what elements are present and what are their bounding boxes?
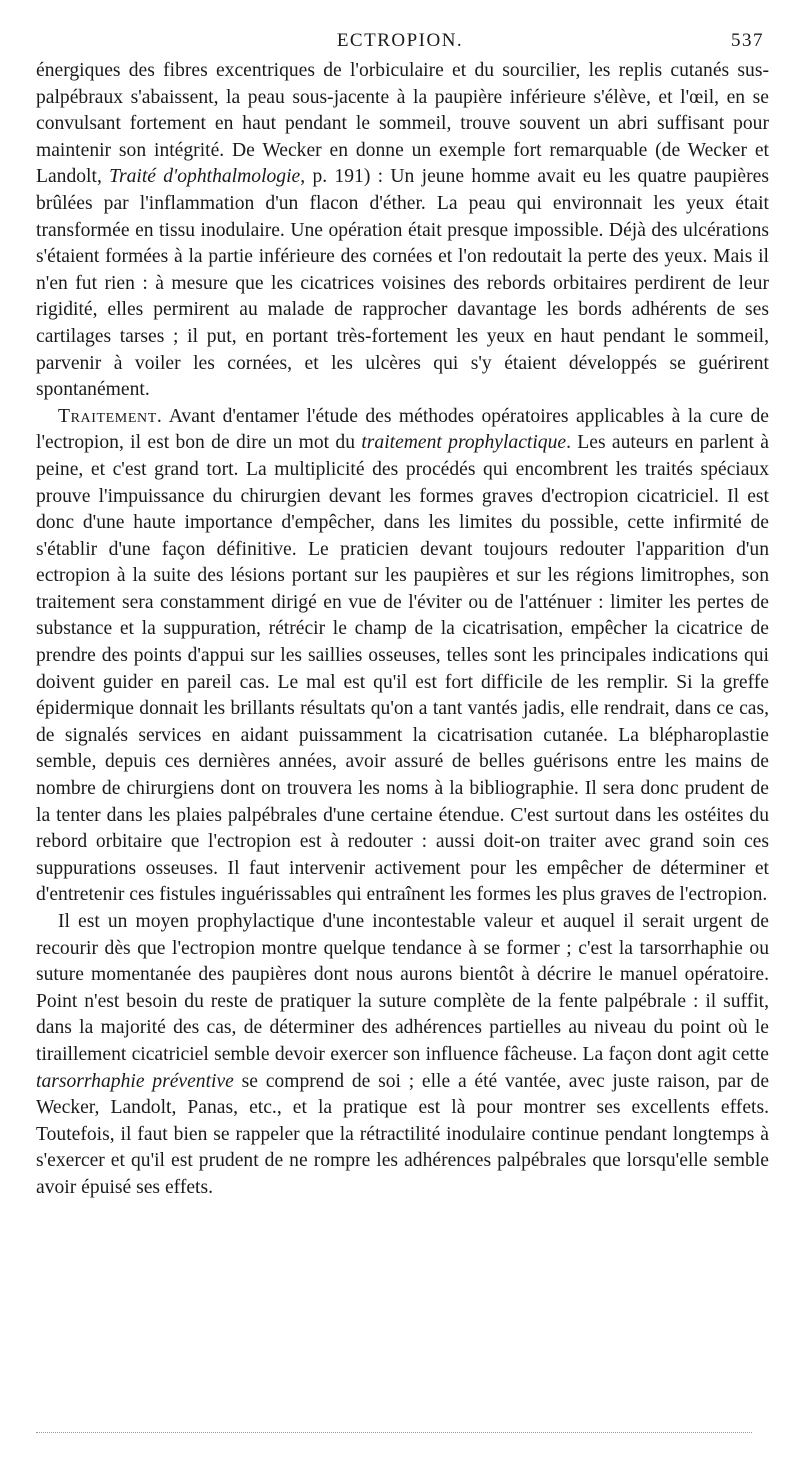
- footer-rule: [36, 1432, 752, 1433]
- running-title: ECTROPION.: [336, 30, 464, 51]
- text-run: , p. 191) : Un jeune homme avait eu les quatre paupières brûlées par l'inflammation d'un flacon d'éther. La peau qui environnait les yeux était transformée en tissu inodulaire. Une opération était presque impossible. Déjà des ulcérations s'étaient formées à la partie inférieure des cornées et l'on redoutait la perte des yeux. Mais il n'en fut rien : à mesure que les cicatrices voisines des rebords orbitaires perdirent de leur rigidité, elles permirent au malade de rapprocher davantage les bords adhérents de ses cartilages tarses ; il put, en portant très-fortement les yeux en haut pendant le sommeil, parvenir à voiler les cornées, et les ulcères qui s'y étaient développés se guérirent spontanément.: [36, 166, 769, 401]
- italic-text: tarsorrhaphie préventive: [36, 1070, 234, 1092]
- italic-text: Traité d'ophthalmologie: [109, 166, 301, 188]
- paragraph-1: [36, 58, 769, 404]
- paragraph-3: [36, 909, 769, 1202]
- page-number: 537: [731, 30, 764, 51]
- text-run: . Les auteurs en parlent à peine, et c'est grand tort. La multiplicité des procédés qui encombrent les traités spéciaux prouve l'impuissance du chirurgien devant les formes graves d'ectropion cicatriciel. Il est donc d'une haute importance d'empêcher, dans les limites du possible, cette infirmité de s'établir d'une façon définitive. Le praticien devant toujours redouter l'apparition d'un ectropion à la suite des lésions portant sur les paupières et sur les régions limitrophes, son traitement sera constamment dirigé en vue de l'éviter ou de l'atténuer : limiter les pertes de substance et la suppuration, rétrécir le champ de la cicatrisation, empêcher la cicatrice de prendre des points d'appui sur les saillies osseuses, telles sont les principales indications qui doivent guider en pareil cas. Le mal est qu'il est fort difficile de les remplir. Si la greffe épidermique donnait les brillants résultats qu'on a tant vantés jadis, elle rendrait, dans ce cas, de signalés services en aidant puissamment la cicatrisation cutanée. La blépharoplastie semble, depuis ces dernières années, avoir assuré de belles guérisons entre les mains de nombre de chirurgiens dont on trouvera les noms à la bibliographie. Il sera donc prudent de la tenter dans les plaies palpébrales d'une certaine étendue. C'est surtout dans les ostéites du rebord orbitaire que l'ectropion est à redouter : aussi doit-on traiter avec grand soin ces suppurations osseuses. Il faut intervenir activement pour les empêcher de déterminer et d'entretenir ces fistules inguérissables qui entraînent les formes les plus graves de l'ectropion.: [36, 432, 769, 906]
- body-text: [36, 58, 769, 1202]
- text-run: énergiques des fibres excentriques de l'orbiculaire et du sourcilier, les replis cutanés sus-palpébraux s'abaissent, la peau sous-jacente à la paupière inférieure s'élève, et l'œil, en se convulsant fortement en haut pendant le sommeil, trouve souvent un abri suffisant pour maintenir son intégrité. De Wecker en donne un exemple fort remarquable (de Wecker et Landolt,: [36, 60, 769, 188]
- text-run: se comprend de soi ; elle a été vantée, avec juste raison, par de Wecker, Landolt, Panas, etc., et la pratique est là pour montrer ses excellents effets. Toutefois, il faut bien se rappeler que la rétractilité inodulaire continue pendant longtemps à s'exercer et qu'il est prudent de ne rompre les adhérences palpébrales que lorsqu'elle semble avoir épuisé ses effets.: [36, 1070, 770, 1198]
- italic-text: traitement prophylactique: [361, 432, 567, 454]
- section-heading: Traitement.: [58, 405, 163, 427]
- text-run: Avant d'entamer l'étude des méthodes opératoires applicables à la cure de l'ectropion, il est bon de dire un mot du: [36, 405, 769, 454]
- paragraph-2: [36, 404, 769, 909]
- text-run: Il est un moyen prophylactique d'une incontestable valeur et auquel il serait urgent de recourir dès que l'ectropion montre quelque tendance à se former ; c'est la tarsorrhaphie ou suture momentanée des paupières dont nous aurons bientôt à décrire le manuel opératoire. Point n'est besoin du reste de pratiquer la suture complète de la fente palpébrale : il suffit, dans la majorité des cas, de déterminer des adhérences partielles au niveau du point où le tiraillement cicatriciel semble devoir exercer son influence fâcheuse. La façon dont agit cette: [36, 911, 769, 1065]
- running-header: [36, 30, 764, 56]
